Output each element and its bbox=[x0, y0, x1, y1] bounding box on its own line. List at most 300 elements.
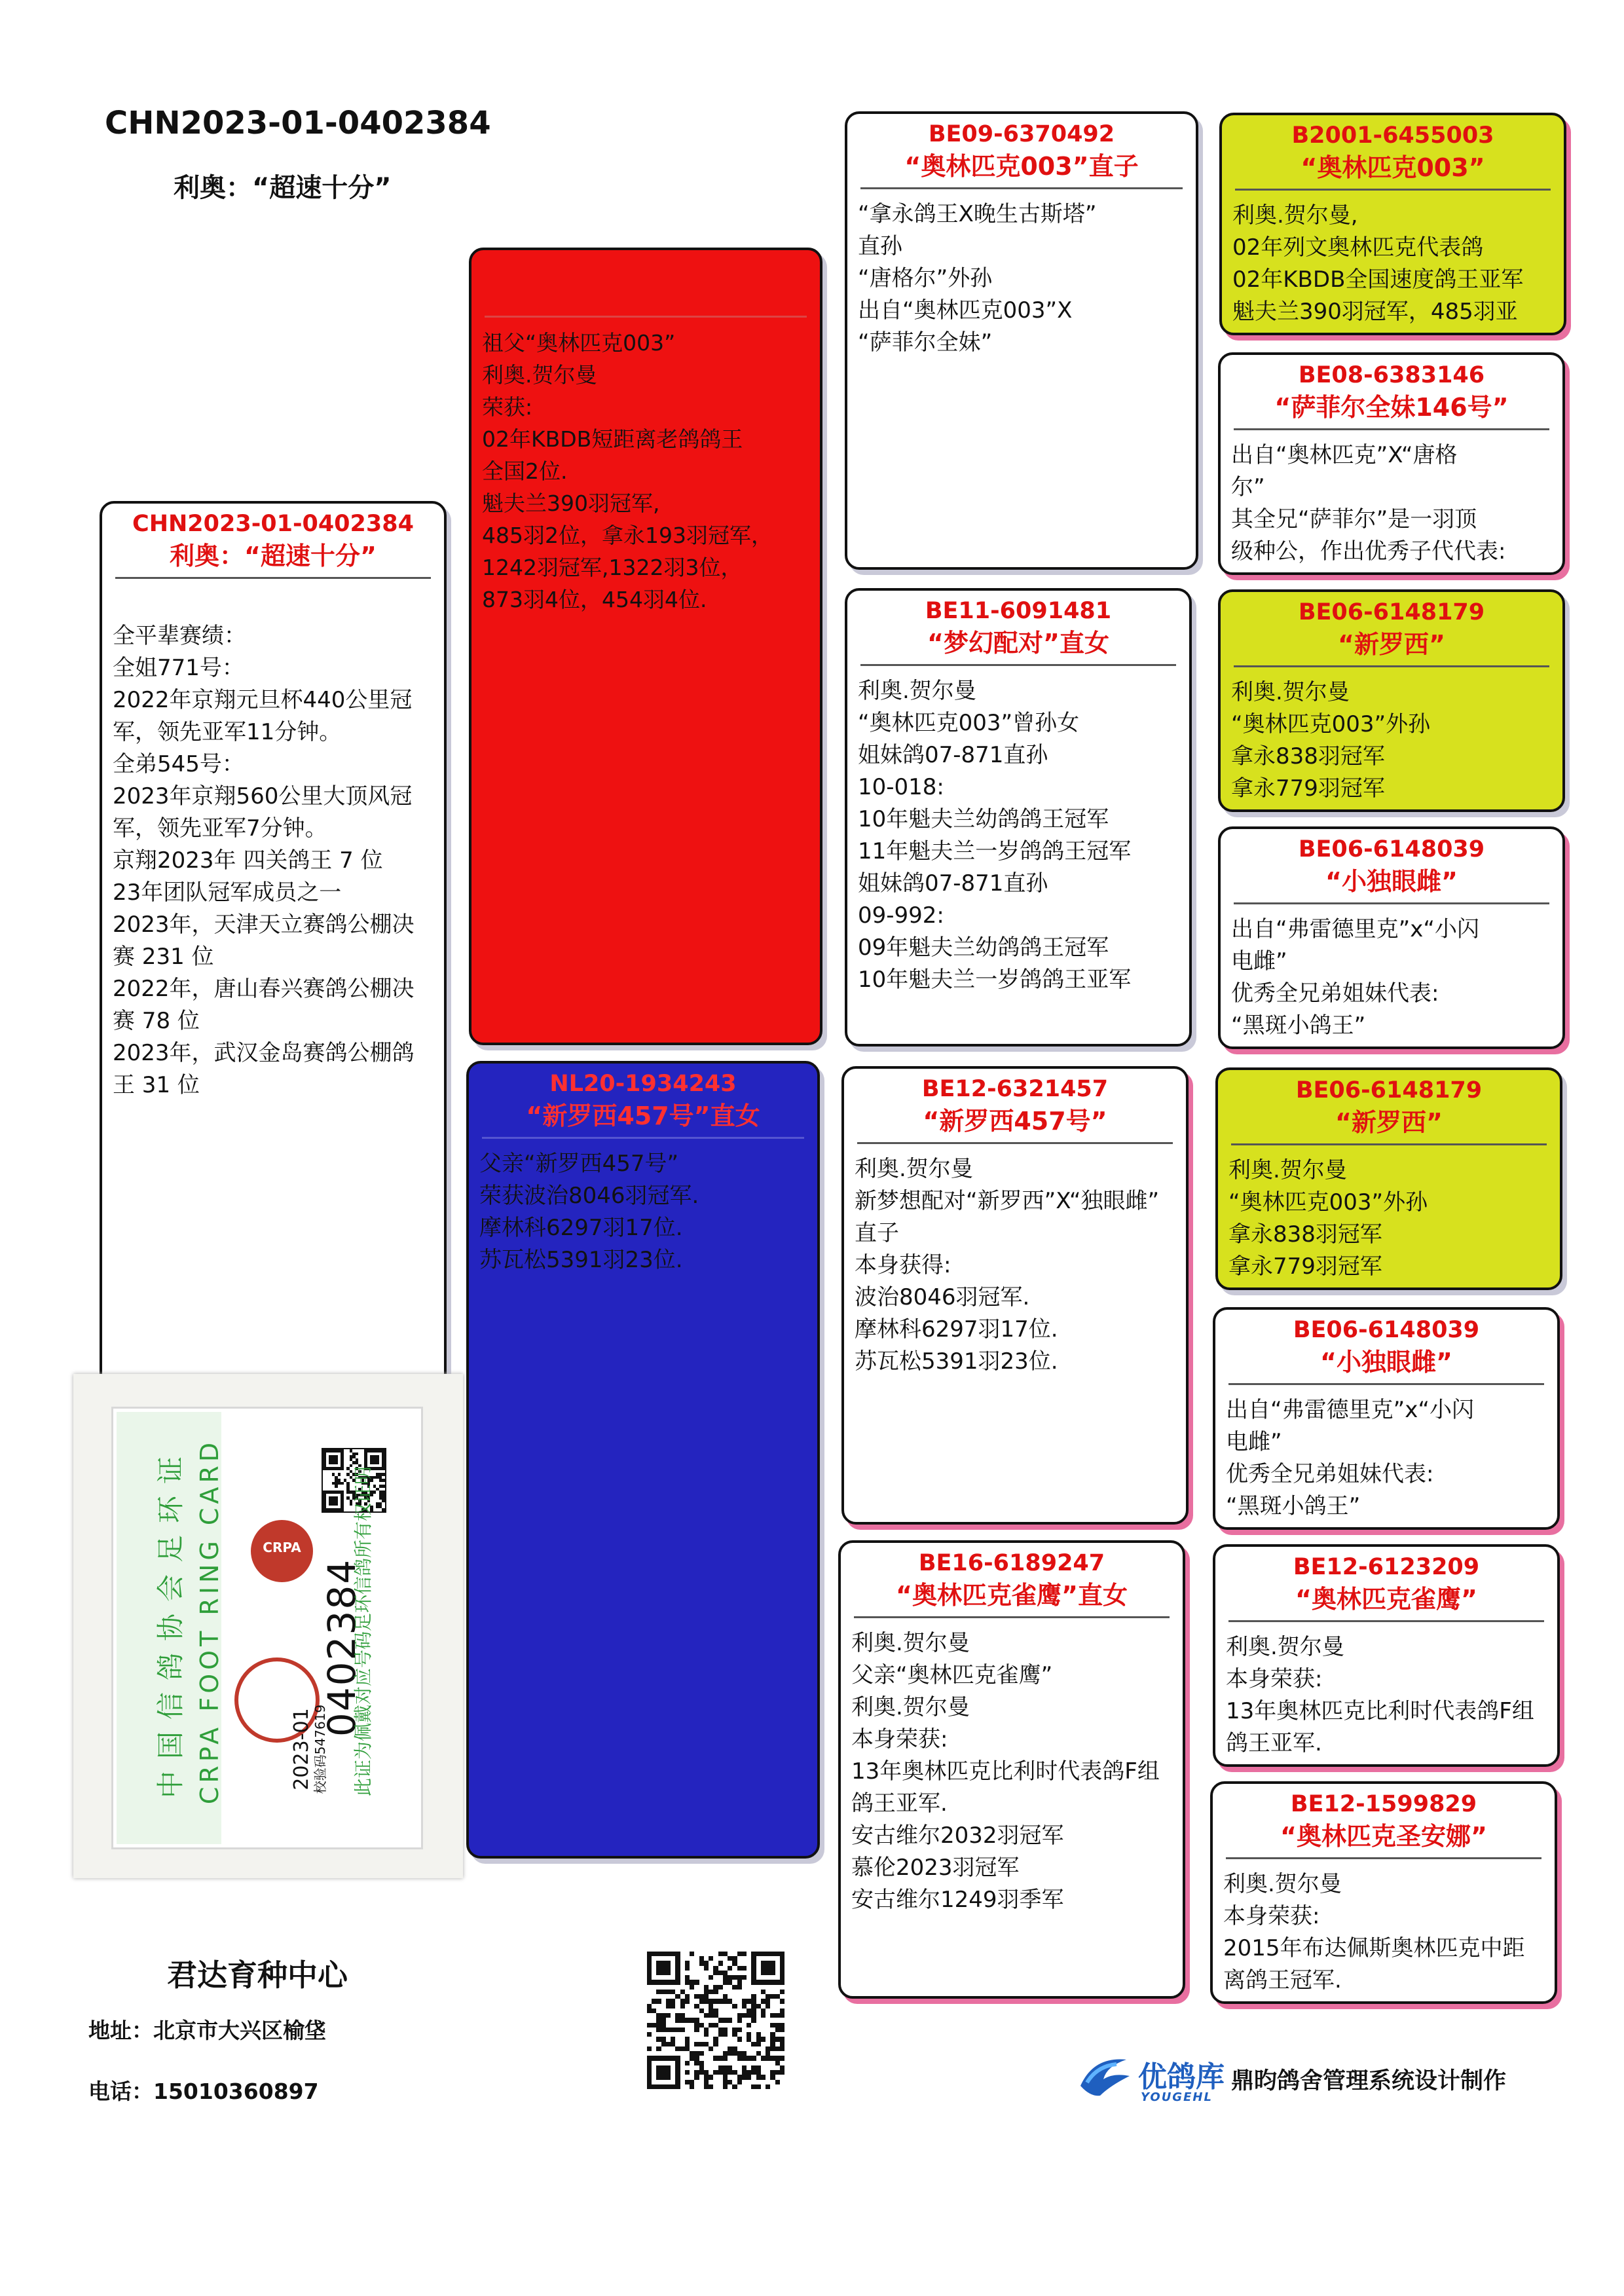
info-line: 11年魁夫兰一岁鸽鸽王冠军 bbox=[858, 838, 1132, 864]
qr-module bbox=[671, 1990, 675, 1994]
qr-module bbox=[699, 2070, 704, 2075]
info-line: 拿永838羽冠军 bbox=[1231, 743, 1385, 769]
qr-module bbox=[718, 2032, 723, 2037]
info-line: 2022年，唐山春兴赛鸽公棚决 bbox=[113, 976, 415, 1002]
grand-card-4 bbox=[838, 1540, 1185, 1999]
crpa-logo bbox=[251, 1520, 313, 1582]
qr-module bbox=[747, 2056, 751, 2060]
qr-module bbox=[766, 2084, 770, 2089]
pigeon-name: “奥林匹克003” bbox=[1301, 153, 1485, 182]
qr-module bbox=[709, 2084, 713, 2089]
ring-number: BE06-6148179 bbox=[1298, 599, 1485, 625]
qr-module bbox=[694, 2004, 699, 2009]
ring-number: BE06-6148039 bbox=[1298, 836, 1485, 862]
qr-module bbox=[680, 2013, 685, 2018]
qr-module bbox=[690, 2084, 694, 2089]
qr-module bbox=[656, 2037, 661, 2041]
pigeon-name: “奥林匹克圣安娜” bbox=[1280, 1822, 1487, 1851]
qr-module bbox=[704, 1999, 709, 2003]
info-line: 荣获波治8046羽冠军. bbox=[479, 1183, 699, 1209]
info-line: 直子 bbox=[855, 1220, 899, 1246]
qr-module bbox=[694, 2042, 699, 2046]
info-line: 荣获: bbox=[482, 394, 533, 420]
qr-module bbox=[671, 2004, 675, 2009]
info-line: 出自“奥林匹克003”X bbox=[858, 297, 1073, 324]
pigeon-name: “小独眼雌” bbox=[1325, 867, 1458, 896]
qr-module bbox=[747, 2037, 751, 2041]
qr-module bbox=[742, 1975, 747, 1980]
info-line: “拿永鸽王X晚生古斯塔” bbox=[858, 201, 1097, 227]
qr-module bbox=[766, 2004, 770, 2009]
qr-module bbox=[747, 2023, 751, 2028]
card-body bbox=[1218, 1145, 1560, 1283]
qr-module bbox=[680, 1999, 685, 2003]
info-line: 拿永838羽冠军 bbox=[1228, 1221, 1382, 1248]
qr-module bbox=[661, 2023, 666, 2028]
info-line: 拿永779羽冠军 bbox=[1228, 1253, 1382, 1280]
pigeon-name: “小独眼雌” bbox=[1320, 1348, 1452, 1377]
qr-module bbox=[685, 2046, 690, 2051]
qr-module bbox=[704, 1990, 709, 1994]
info-line: 485羽2位，拿永193羽冠军， bbox=[482, 523, 773, 548]
info-line: 魁夫兰390羽冠军, bbox=[482, 491, 660, 516]
ring-number: BE09-6370492 bbox=[928, 121, 1115, 147]
qr-module bbox=[780, 2065, 784, 2070]
qr-module bbox=[751, 2056, 756, 2060]
qr-module bbox=[737, 2018, 742, 2022]
qr-module bbox=[704, 1966, 709, 1971]
qr-module bbox=[723, 2032, 728, 2037]
qr-module bbox=[723, 2080, 728, 2084]
qr-module bbox=[666, 2042, 671, 2046]
qr-module bbox=[656, 2023, 661, 2028]
qr-module bbox=[335, 1485, 338, 1488]
qr-module bbox=[713, 1990, 718, 1994]
info-line: 其全兄“萨菲尔”是一羽顶 bbox=[1231, 506, 1477, 532]
qr-module bbox=[685, 1980, 690, 1984]
qr-module bbox=[732, 1956, 737, 1961]
qr-module bbox=[780, 2028, 784, 2032]
info-line: 2023年京翔560公里大顶风冠 bbox=[113, 783, 413, 809]
dam-card bbox=[466, 1061, 820, 1859]
qr-module bbox=[675, 2018, 680, 2022]
qr-module bbox=[382, 1485, 385, 1488]
qr-module bbox=[737, 2075, 742, 2079]
qr-module bbox=[761, 1999, 766, 2003]
ring-number: BE06-6148039 bbox=[1293, 1317, 1480, 1343]
card-header bbox=[1215, 1547, 1557, 1616]
info-line: 利奥.贺尔曼 bbox=[851, 1630, 970, 1656]
info-line: 姐妹鸽07-871直孙 bbox=[858, 870, 1048, 897]
info-line: 出自“弗雷德里克”x“小闪 bbox=[1226, 1397, 1474, 1423]
qr-module bbox=[699, 1961, 704, 1965]
qr-module bbox=[747, 2032, 751, 2037]
qr-module bbox=[751, 2009, 756, 2013]
info-line: 祖父“奥林匹克003” bbox=[482, 330, 676, 356]
qr-module bbox=[704, 2080, 709, 2084]
qr-module bbox=[751, 2065, 756, 2070]
ring-number: BE12-6321457 bbox=[921, 1076, 1109, 1102]
card-cert-text: 此证为佩戴对应号码足环信鸽所有权证明 bbox=[352, 1466, 374, 1797]
qr-module bbox=[728, 2080, 732, 2084]
info-line: 全姐771号： bbox=[113, 655, 244, 681]
qr-module bbox=[723, 1980, 728, 1984]
qr-module bbox=[709, 1990, 713, 1994]
card-header bbox=[1215, 1310, 1557, 1379]
qr-module bbox=[675, 2028, 680, 2032]
qr-module bbox=[775, 1994, 780, 1999]
qr-module bbox=[728, 2070, 732, 2075]
info-line: 本身荣获: bbox=[1226, 1666, 1323, 1692]
qr-module bbox=[756, 2042, 761, 2046]
pigeon-name: “新罗西” bbox=[1338, 630, 1445, 659]
info-line: “黑斑小鸽王” bbox=[1231, 1012, 1366, 1039]
card-body bbox=[1222, 191, 1564, 328]
breeding-center-name: 君达育种中心 bbox=[167, 1957, 348, 1993]
qr-module bbox=[704, 2013, 709, 2018]
qr-module bbox=[770, 2070, 775, 2075]
card-body bbox=[1221, 904, 1562, 1042]
qr-module bbox=[780, 2023, 784, 2028]
qr-module bbox=[661, 2018, 666, 2022]
qr-module bbox=[713, 2037, 718, 2041]
qr-module bbox=[728, 2065, 732, 2070]
qr-module bbox=[709, 2009, 713, 2013]
qr-module bbox=[694, 2028, 699, 2032]
qr-module bbox=[709, 1956, 713, 1961]
qr-module bbox=[680, 2004, 685, 2009]
qr-module bbox=[732, 1975, 737, 1980]
qr-module bbox=[742, 2004, 747, 2009]
card-body bbox=[1213, 1859, 1555, 1997]
qr-module bbox=[709, 2075, 713, 2079]
qr-module bbox=[656, 2013, 661, 2018]
card-body bbox=[1221, 667, 1562, 805]
qr-module bbox=[751, 2070, 756, 2075]
subject-ring: CHN2023-01-0402384 bbox=[132, 511, 414, 537]
info-line: 优秀全兄弟姐妹代表: bbox=[1226, 1461, 1434, 1487]
qr-module bbox=[704, 2075, 709, 2079]
info-line: 2023年，天津天立赛鸽公棚决 bbox=[113, 912, 415, 938]
info-line: 13年奥林匹克比利时代表鸽F组 bbox=[851, 1758, 1160, 1785]
foot-ring-card bbox=[73, 1374, 463, 1878]
info-line: 苏瓦松5391羽23位. bbox=[855, 1348, 1058, 1375]
qr-module bbox=[737, 1966, 742, 1971]
qr-module bbox=[713, 1999, 718, 2003]
info-line: 鸽王亚军. bbox=[851, 1790, 948, 1817]
info-line: 利奥.贺尔曼, bbox=[1232, 202, 1358, 229]
qr-module bbox=[718, 2028, 723, 2032]
qr-module bbox=[775, 2056, 780, 2060]
info-line: “黑斑小鸽王” bbox=[1226, 1493, 1361, 1519]
card-body bbox=[1221, 430, 1562, 568]
qr-module bbox=[685, 1994, 690, 1999]
info-line: 利奥.贺尔曼 bbox=[851, 1694, 970, 1720]
grand-card-3 bbox=[841, 1066, 1189, 1525]
qr-module bbox=[747, 2070, 751, 2075]
card-header bbox=[1221, 829, 1562, 898]
qr-module bbox=[713, 1971, 718, 1975]
info-line: 电雌” bbox=[1226, 1429, 1282, 1455]
ring-number: BE12-6123209 bbox=[1293, 1554, 1480, 1580]
qr-module bbox=[770, 1994, 775, 1999]
qr-module bbox=[770, 2056, 775, 2060]
crpa-logo-text: CRPA bbox=[263, 1540, 301, 1555]
info-line: 02年KBDB全国速度鸽王亚军 bbox=[1232, 267, 1524, 293]
qr-module bbox=[766, 2051, 770, 2056]
info-line bbox=[113, 588, 435, 620]
info-line: 10年魁夫兰幼鸽鸽王冠军 bbox=[858, 806, 1109, 832]
qr-module bbox=[685, 2080, 690, 2084]
qr-module bbox=[685, 1975, 690, 1980]
qr-module bbox=[656, 2018, 661, 2022]
qr-module bbox=[742, 2070, 747, 2075]
qr-module bbox=[652, 1999, 656, 2003]
card-header bbox=[1218, 1070, 1560, 1139]
qr-module bbox=[680, 2046, 685, 2051]
pigeon-name: “新罗西457号” bbox=[923, 1107, 1107, 1136]
info-line: 2015年布达佩斯奥林匹克中距 bbox=[1223, 1935, 1525, 1961]
qr-module bbox=[742, 2056, 747, 2060]
info-line: 2022年京翔元旦杯440公里冠 bbox=[113, 687, 413, 713]
info-line: 姐妹鸽07-871直孙 bbox=[858, 742, 1048, 768]
qr-finder bbox=[656, 2065, 671, 2080]
brand-name-en: YOUGEHL bbox=[1141, 2090, 1213, 2104]
qr-module bbox=[751, 1999, 756, 2003]
qr-module bbox=[756, 2004, 761, 2009]
footer-qr-code[interactable] bbox=[647, 1952, 784, 2089]
qr-module bbox=[761, 2056, 766, 2060]
page-pigeon-name: 利奥：“超速十分” bbox=[174, 173, 392, 203]
great-grand-card-2 bbox=[1218, 352, 1565, 575]
card-body bbox=[1215, 1622, 1557, 1760]
info-line: 1242羽冠军,1322羽3位， bbox=[482, 555, 743, 580]
qr-module bbox=[704, 1961, 709, 1965]
qr-module bbox=[699, 2061, 704, 2065]
qr-module bbox=[699, 2065, 704, 2070]
qr-module bbox=[718, 1985, 723, 1990]
card-header bbox=[847, 114, 1196, 183]
qr-finder bbox=[761, 1961, 775, 1975]
qr-module bbox=[723, 1952, 728, 1956]
qr-module bbox=[723, 2065, 728, 2070]
info-line: 直孙 bbox=[858, 233, 902, 259]
info-line: 02年KBDB短距离老鸽鸽王 bbox=[482, 426, 743, 452]
qr-module bbox=[685, 2061, 690, 2065]
qr-module bbox=[718, 2065, 723, 2070]
qr-module bbox=[742, 2051, 747, 2056]
card-body bbox=[841, 1618, 1183, 1916]
grand-card-2 bbox=[845, 588, 1192, 1046]
qr-module bbox=[718, 2056, 723, 2060]
qr-module bbox=[694, 2070, 699, 2075]
card-header bbox=[1221, 355, 1562, 424]
qr-module bbox=[732, 2084, 737, 2089]
info-line: “奥林匹克003”外孙 bbox=[1231, 711, 1431, 737]
info-line: “萨菲尔全妹” bbox=[858, 329, 993, 356]
qr-module bbox=[685, 1961, 690, 1965]
info-line: 离鸽王冠军. bbox=[1223, 1967, 1342, 1993]
yougehl-logo-icon bbox=[1074, 2050, 1136, 2102]
info-line: 09年魁夫兰幼鸽鸽王冠军 bbox=[858, 935, 1109, 961]
info-line: 利奥.贺尔曼 bbox=[1226, 1634, 1344, 1660]
qr-module bbox=[647, 2046, 652, 2051]
qr-module bbox=[737, 1952, 742, 1956]
info-line: 电雌” bbox=[1231, 948, 1287, 974]
qr-module bbox=[341, 1482, 344, 1485]
qr-module bbox=[694, 2018, 699, 2022]
qr-module bbox=[761, 2075, 766, 2079]
info-line: 父亲“奥林匹克雀鹰” bbox=[851, 1662, 1053, 1688]
grand-card-1 bbox=[845, 111, 1198, 570]
qr-module bbox=[709, 2023, 713, 2028]
qr-module bbox=[742, 2075, 747, 2079]
sire-card bbox=[469, 248, 822, 1045]
qr-module bbox=[756, 2037, 761, 2041]
qr-module bbox=[761, 1990, 766, 1994]
qr-module bbox=[742, 2013, 747, 2018]
qr-module bbox=[756, 2084, 761, 2089]
qr-module bbox=[690, 2080, 694, 2084]
qr-module bbox=[675, 1994, 680, 1999]
info-line: 父亲“新罗西457号” bbox=[479, 1151, 679, 1177]
qr-module bbox=[704, 2084, 709, 2089]
qr-module bbox=[756, 2075, 761, 2079]
card-header bbox=[1221, 592, 1562, 661]
qr-module bbox=[728, 1980, 732, 1984]
qr-module bbox=[751, 2004, 756, 2009]
info-line: 10-018: bbox=[858, 774, 944, 800]
info-line: 摩林科6297羽17位. bbox=[855, 1316, 1058, 1342]
qr-module bbox=[694, 1980, 699, 1984]
qr-module bbox=[780, 2013, 784, 2018]
great-grand-card-5 bbox=[1215, 1067, 1562, 1290]
qr-module bbox=[747, 2013, 751, 2018]
qr-module bbox=[723, 2084, 728, 2089]
qr-module bbox=[770, 2032, 775, 2037]
info-line: 安古维尔2032羽冠军 bbox=[851, 1823, 1064, 1849]
qr-module bbox=[761, 2013, 766, 2018]
qr-module bbox=[338, 1473, 341, 1476]
qr-module bbox=[713, 1985, 718, 1990]
info-line: 鸽王亚军. bbox=[1226, 1730, 1322, 1756]
qr-module bbox=[756, 2051, 761, 2056]
ring-number: BE11-6091481 bbox=[925, 598, 1112, 624]
qr-module bbox=[728, 2046, 732, 2051]
qr-module bbox=[382, 1473, 385, 1476]
info-line: 安古维尔1249羽季军 bbox=[851, 1887, 1064, 1913]
qr-module bbox=[770, 2023, 775, 2028]
qr-module bbox=[780, 2042, 784, 2046]
qr-module bbox=[713, 2023, 718, 2028]
qr-module bbox=[732, 2032, 737, 2037]
qr-module bbox=[656, 2046, 661, 2051]
qr-module bbox=[382, 1508, 385, 1511]
qr-module bbox=[675, 2013, 680, 2018]
card-inner bbox=[111, 1407, 423, 1849]
card-body bbox=[1215, 1385, 1557, 1523]
subject-card bbox=[100, 501, 447, 1418]
qr-module bbox=[647, 2023, 652, 2028]
qr-module bbox=[671, 2037, 675, 2041]
qr-module bbox=[713, 2042, 718, 2046]
qr-finder bbox=[329, 1455, 338, 1464]
qr-module bbox=[656, 2028, 661, 2032]
info-line: 利奥.贺尔曼 bbox=[482, 362, 597, 388]
qr-module bbox=[751, 1994, 756, 1999]
card-header bbox=[847, 591, 1189, 660]
qr-module bbox=[728, 1966, 732, 1971]
qr-module bbox=[737, 2056, 742, 2060]
info-line: 魁夫兰390羽冠军，485羽亚 bbox=[1232, 299, 1518, 325]
info-line: 波治8046羽冠军. bbox=[855, 1284, 1030, 1310]
info-line: 军，领先亚军11分钟。 bbox=[113, 719, 342, 745]
qr-module bbox=[770, 2046, 775, 2051]
qr-module bbox=[766, 1994, 770, 1999]
qr-module bbox=[647, 2004, 652, 2009]
qr-module bbox=[709, 1999, 713, 2003]
card-vertical-sub: CRPA FOOT RING CARD bbox=[195, 1438, 224, 1805]
info-line: “奥林匹克003”外孙 bbox=[1228, 1189, 1428, 1215]
qr-module bbox=[761, 2037, 766, 2041]
address-text: 地址：北京市大兴区榆垡 bbox=[88, 2018, 326, 2043]
info-line: 09-992: bbox=[858, 902, 944, 929]
qr-module bbox=[704, 2042, 709, 2046]
system-credit: 鼎昀鸽舍管理系统设计制作 bbox=[1231, 2068, 1507, 2094]
qr-module bbox=[699, 2051, 704, 2056]
qr-module bbox=[766, 1999, 770, 2003]
info-line: 级种公，作出优秀子代代表: bbox=[1231, 538, 1506, 565]
qr-module bbox=[770, 2037, 775, 2041]
qr-module bbox=[723, 2028, 728, 2032]
qr-module bbox=[713, 2056, 718, 2060]
qr-module bbox=[666, 2004, 671, 2009]
info-line: 全国2位. bbox=[482, 458, 568, 484]
dam-name: “新罗西457号”直女 bbox=[526, 1102, 760, 1130]
qr-module bbox=[747, 2075, 751, 2079]
qr-module bbox=[732, 1985, 737, 1990]
qr-module bbox=[737, 2051, 742, 2056]
card-check-code: 校验码547619 bbox=[312, 1704, 328, 1794]
subject-body bbox=[102, 579, 444, 1102]
qr-module bbox=[694, 2075, 699, 2079]
qr-module bbox=[728, 2051, 732, 2056]
qr-module bbox=[685, 1966, 690, 1971]
info-line: 2023年，武汉金岛赛鸽公棚鸽 bbox=[113, 1040, 415, 1066]
qr-module bbox=[656, 1999, 661, 2003]
qr-module bbox=[723, 2070, 728, 2075]
info-line: 赛 78 位 bbox=[113, 1008, 200, 1034]
qr-module bbox=[699, 2009, 704, 2013]
qr-module bbox=[685, 2037, 690, 2041]
qr-module bbox=[775, 2046, 780, 2051]
info-line: 利奥.贺尔曼 bbox=[855, 1156, 973, 1182]
ring-number: BE12-1599829 bbox=[1290, 1791, 1477, 1817]
qr-finder bbox=[656, 1961, 671, 1975]
qr-module bbox=[647, 2009, 652, 2013]
qr-module bbox=[718, 2018, 723, 2022]
card-header bbox=[1222, 115, 1564, 185]
dam-ring: NL20-1934243 bbox=[549, 1071, 737, 1097]
pigeon-name: “梦幻配对”直女 bbox=[927, 629, 1109, 657]
qr-module bbox=[699, 1956, 704, 1961]
qr-module bbox=[728, 1975, 732, 1980]
qr-module bbox=[775, 2023, 780, 2028]
qr-module bbox=[680, 2028, 685, 2032]
qr-module bbox=[766, 2056, 770, 2060]
brand-name: 优鸽库 bbox=[1138, 2060, 1225, 2094]
info-line: 军，领先亚军7分钟。 bbox=[113, 815, 327, 842]
